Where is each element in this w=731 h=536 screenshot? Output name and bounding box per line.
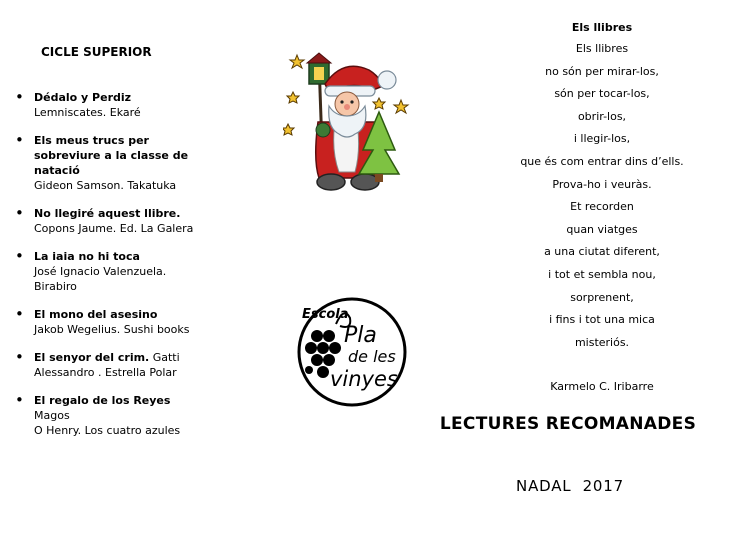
poem-line: que és com entrar dins d’ells.	[520, 154, 684, 168]
poem-line: misteriós.	[574, 335, 630, 349]
book-title: • El regalo de los Reyes	[34, 394, 171, 407]
school-logo	[296, 296, 408, 408]
list-item	[14, 90, 204, 120]
book-author-publisher: Lemniscates. Ekaré	[34, 106, 141, 119]
poem-line: quan viatges	[566, 222, 638, 236]
book-author-publisher: Gatti Alessandro . Estrella Polar	[34, 351, 180, 379]
list-item	[14, 393, 204, 438]
cycle-heading: CICLE SUPERIOR	[41, 45, 152, 59]
poem-line: a una ciutat diferent,	[544, 245, 660, 259]
book-author-publisher: José Ignacio Valenzuela. Birabiro	[34, 265, 167, 293]
poem-line: Et recorden	[570, 200, 634, 214]
poem-line: sorprenent,	[570, 290, 634, 304]
book-author-publisher: Magos O Henry. Los cuatro azules	[34, 409, 181, 437]
poem-line: Els llibres	[575, 42, 629, 55]
logo-text-vinyes: vinyes	[330, 367, 398, 391]
poem-line: i llegir-los,	[573, 132, 631, 146]
poem-line: Prova-ho i veuràs.	[552, 177, 652, 191]
poem	[480, 16, 724, 354]
book-list	[14, 90, 204, 438]
list-item	[14, 249, 204, 294]
book-title: • Els meus trucs per sobreviure a la classe de natació	[34, 134, 189, 177]
poem-line: són per tocar-los,	[554, 87, 650, 101]
santa-claus-illustration	[283, 50, 411, 193]
logo-text-pla: Pla	[344, 323, 377, 348]
book-title: • La iaia no hi toca	[34, 250, 140, 263]
book-author-publisher: Gideon Samson. Takatuka	[34, 179, 177, 192]
book-title: El senyor del crim.	[34, 351, 150, 364]
poem-author: Karmelo C. Iribarre	[550, 380, 654, 393]
poem-line: i fins i tot una mica	[549, 313, 655, 327]
poem-line: no són per mirar-los,	[545, 64, 659, 78]
brochure-title: LECTURES RECOMANADES	[439, 414, 697, 434]
poem-line: i tot et sembla nou,	[548, 267, 656, 281]
book-title: • El mono del asesino	[34, 308, 158, 321]
list-item	[14, 206, 204, 236]
edition-label: NADAL 2017	[516, 477, 624, 495]
logo-text-de-les: de les	[348, 347, 396, 366]
list-item	[14, 350, 204, 380]
list-item	[14, 307, 204, 337]
book-title: • No llegiré aquest llibre.	[34, 207, 181, 220]
book-title: • Dédalo y Perdiz	[34, 91, 132, 104]
list-item	[14, 133, 204, 193]
poem-line: obrir-los,	[577, 109, 627, 123]
poem-title: Els llibres	[571, 21, 633, 34]
logo-text-escola: Escola	[302, 307, 349, 322]
book-author-publisher: Jakob Wegelius. Sushi books	[34, 323, 190, 336]
book-author-publisher: Copons Jaume. Ed. La Galera	[34, 222, 194, 235]
